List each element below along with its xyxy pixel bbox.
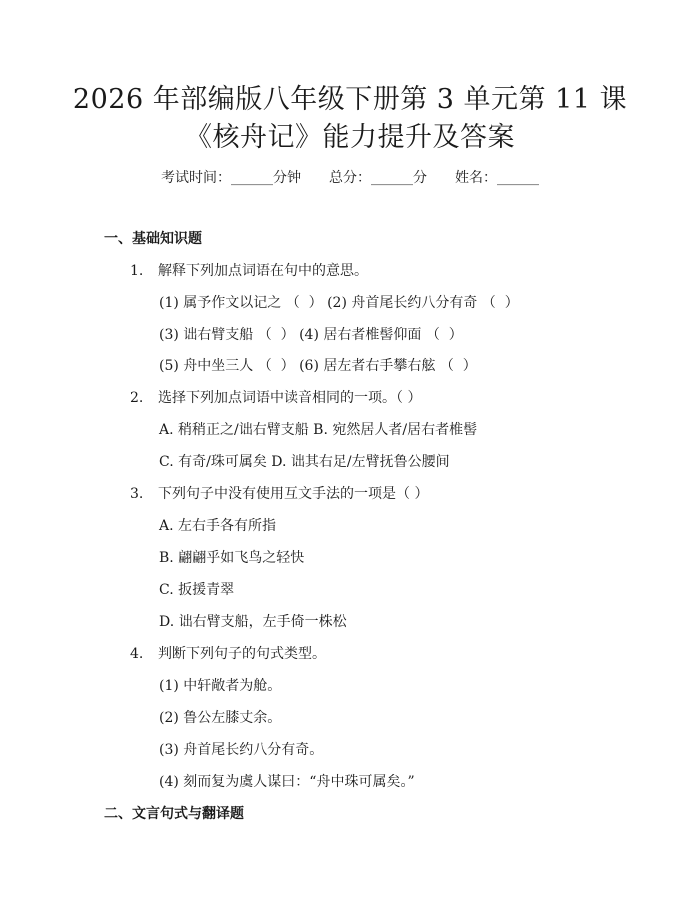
question-1-line-3: (5) 舟中坐三人 （ ） (6) 居左者右手攀右舷 （ ） [159, 358, 477, 374]
question-4-sentence-4: (4) 刻而复为虞人谋曰：“舟中珠可属矣。” [159, 774, 415, 790]
question-number: 3. [130, 486, 144, 502]
exam-meta [0, 168, 700, 188]
question-3-option-b: B. 翩翩乎如飞鸟之轻快 [159, 550, 305, 566]
question-4-sentence-2: (2) 鲁公左膝丈余。 [159, 710, 282, 726]
question-text: 下列句子中没有使用互文手法的一项是（ ） [158, 486, 429, 502]
question-1 [130, 261, 368, 281]
question-4-sentence-3: (3) 舟首尾长约八分有奇。 [159, 742, 324, 758]
question-4 [130, 644, 326, 664]
exam-time-field: 考试时间：______分钟 [161, 170, 301, 186]
question-3-option-a: A. 左右手各有所指 [159, 518, 277, 534]
question-1-line-2: (3) 诎右臂支船 （ ） (4) 居右者椎髻仰面 （ ） [159, 327, 463, 343]
question-text: 判断下列句子的句式类型。 [158, 646, 326, 662]
question-2 [130, 388, 421, 408]
question-text: 解释下列加点词语在句中的意思。 [158, 263, 368, 279]
section-heading-basic-knowledge: 一、基础知识题 [104, 231, 202, 247]
question-number: 4. [130, 646, 144, 662]
question-2-line-2: C. 有奇/珠可属矣 D. 诎其右足/左臂抚鲁公腰间 [159, 454, 450, 470]
total-score-field: 总分：______分 [329, 170, 427, 186]
question-3-option-d: D. 诎右臂支船，左手倚一株松 [159, 614, 347, 630]
document-title-line1: 2026 年部编版八年级下册第 3 单元第 11 课 [72, 84, 628, 115]
question-3 [130, 484, 428, 504]
question-3-option-c: C. 扳援青翠 [159, 582, 235, 598]
question-text: 选择下列加点词语中读音相同的一项。（ ） [158, 390, 422, 406]
question-4-sentence-1: (1) 中轩敞者为舱。 [159, 678, 282, 694]
question-number: 2. [130, 390, 144, 406]
question-number: 1. [130, 263, 144, 279]
question-1-line-1: (1) 属予作文以记之 （ ） (2) 舟首尾长约八分有奇 （ ） [159, 295, 519, 311]
document-title-line2: 《核舟记》能力提升及答案 [185, 122, 515, 153]
section-heading-translation: 二、文言句式与翻译题 [104, 806, 244, 822]
name-field: 姓名：______ [455, 170, 539, 186]
question-2-line-1: A. 稍稍正之/诎右臂支船 B. 宛然居人者/居右者椎髻 [159, 422, 478, 438]
